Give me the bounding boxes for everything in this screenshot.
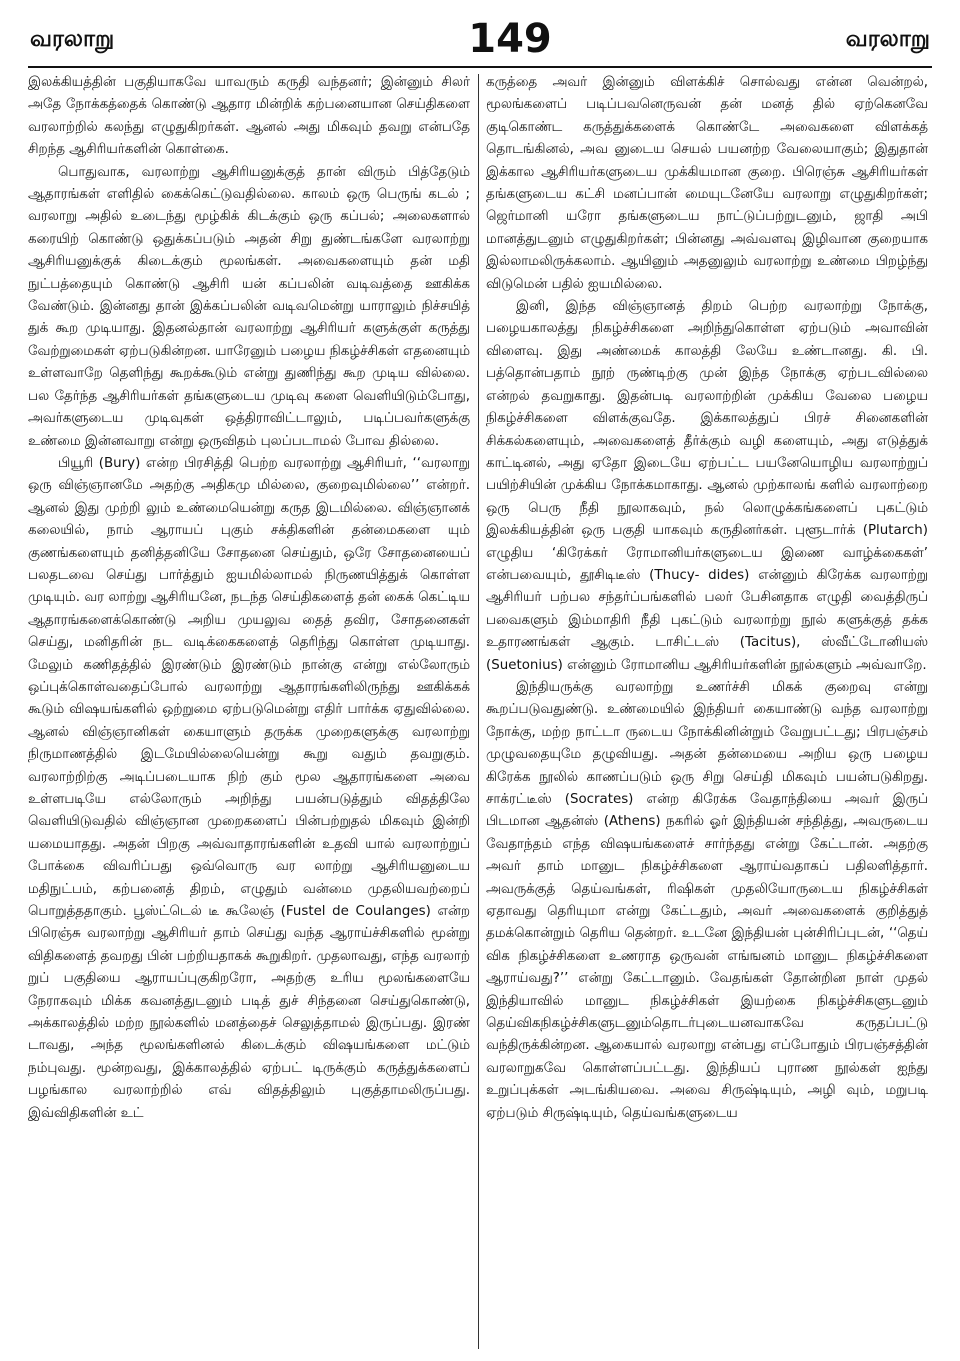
column-divider [478, 74, 479, 1349]
paragraph: பியூரி (Bury) என்ற பிரசித்தி பெற்ற வரலாற்று ஆசிரியர், ‘‘வரலாறு ஒரு விஞ்ஞானமே அதற்கு அதிகமு மில்லை, குறைவுமில்லை’’ என்றர். ஆனல் இது முற்றி லும் உண்மையென்று கருத இடமில்லை. விஞ்ஞானக் கலையில், நாம் ஆராயப் புகும் சக்திகளின் தன்மைகளை யும் குணங்களையும் தனித்தனியே சோதனை செய்தும், ஒரே சோதனையைப் பலதடவை செய்து பார்த்தும் ஐயமில்லாமல் நிருணயித்துக் கொள்ள முடியும். வர லாற்று ஆசிரியனே, நடந்த செய்திகளைத் தன் கைக் கெட்டிய ஆதாரங்களைக்கொண்டு அறிய முயலுவ தைத் தவிர, சோதனைகள் செய்து, மனிதரின் நட வடிக்கைகளைத் தெரிந்து கொள்ள முடியாது. மேலும் கணிதத்தில் இரண்டும் இரண்டும் நான்கு என்று எல்லோரும் ஒப்புக்கொள்வதைப்போல் வரலாற்று ஆதாரங்களிலிருந்து ஊகிக்கக் கூடும் விஷயங்களில் ஒற்றுமை ஏற்படுமென்று எதிர் பார்க்க ஏதுவில்லை. ஆனல் விஞ்ஞானிகள் கையாளும் தருக்க முறைகளுக்கு வரலாற்று நிருமாணத்தில் இடமேயில்லையென்று கூறு வதும் தவறுகும். வரலாற்றிற்கு அடிப்படையாக நிற் கும் மூல ஆதாரங்களை அவை உள்ளபடியே எல்லோரும் அறிந்து பயன்படுத்தும் விதத்திலே வெளியிடுவதில் விஞ்ஞான முறைகளைப் பின்பற்றுதல் மிகவும் இன்றி யமையாதது. அதன் பிறகு அவ்வாதாரங்களின் உதவி யால் வரலாற்றுப் போக்கை விவரிப்பது ஒவ்வொரு வர லாற்று ஆசிரியனுடைய மதிநுட்பம், கற்பனைத் திறம், எழுதும் வன்மை முதலியவற்றைப் பொறுத்ததாகும். பூஸ்ட்டெல் டீ கூலேஞ் (Fustel de Coulanges) என்ற பிரெஞ்சு வரலாற்று ஆசிரியர் தாம் செய்து வந்த ஆராய்ச்சிகளில் மூன்று விதிகளைத் தவறது பின் பற்றியதாகக் கூறுகிறர். முதலாவது, எந்த வரலாற் றுப் பகுதியை ஆராயப்புகுகிறரோ, அதற்கு உரிய மூலங்களையே நேராகவும் மிக்க கவனத்துடனும் படித் துச் சிந்தனை செய்துகொண்டு, அக்காலத்தில் மற்ற நூல்களில் மனத்தைச் செலுத்தாமல் இருப்பது. இரண் டாவது, அந்த மூலங்களினல் கிடைக்கும் விஷயங்களை மட்டும் நம்புவது. மூன்றவது, இக்காலத்தில் ஏற்பட் டிருக்கும் கருத்துக்களைப் பழங்கால வரலாற்றில் எவ் விதத்திலும் புகுத்தாமலிருப்பது. இவ்விதிகளின் உட் [28, 455, 470, 1121]
running-head-left: வரலாறு [30, 26, 115, 52]
paragraph: இலக்கியத்தின் பகுதியாகவே யாவரும் கருதி வந்தனர்; இன்னும் சிலர் அதே நோக்கத்தைக் கொண்டு ஆதார மின்றிக் கற்பனையான செய்திகளை வரலாற்றில் கலந்து எழுதுகிறர்கள். ஆனல் அது மிகவும் தவறு என்பதே சிறந்த ஆசிரியர்களின் கொள்கை. [28, 75, 470, 158]
paragraph: கருத்தை அவர் இன்னும் விளக்கிச் சொல்வது என்ன வென்றல், மூலங்களைப் படிப்பவனெருவன் தன் மனத் தில் ஏற்கெனவே குடிகொண்ட கருத்துக்களைக் கொண்டே அவைகளை விளக்கத் தொடங்கினல், அவ னுடைய செயல் பயனற்ற வேலையாகும்; இதுதான் இக்கால ஆசிரியர்களுடைய முக்கியமான குறை. பிரெஞ்சு ஆசிரியர்கள் தங்களுடைய கட்சி மனப்பான் மையுடனேயே வரலாறு எழுதுகிறர்கள்; ஜெர்மானி யரோ தங்களுடைய நாட்டுப்பற்றுடனும், ஜாதி அபி மானத்துடனும் எழுதுகிறர்கள்; பின்னது அவ்வளவு இழிவான குறையாக இல்லாமலிருக்கலாம். ஆயினும் அதனுலும் வரலாற்று உண்மை பிறழ்ந்து விடுமென் பதில் ஐயமில்லை. [486, 75, 928, 292]
page-header [30, 14, 930, 66]
page-number: 149 [468, 16, 552, 62]
paragraph: இனி, இந்த விஞ்ஞானத் திறம் பெற்ற வரலாற்று நோக்கு, பழையகாலத்து நிகழ்ச்சிகளை அறிந்துகொள்ள ஏற்படும் அவாவின் விளைவு. இது அண்மைக் காலத்தி லேயே உண்டானது. கி. பி. பத்தொன்பதாம் நூற் ருண்டிற்கு முன் இந்த நோக்கு ஏற்படவில்லை என்றல் தவறுகாது. இதன்படி வரலாற்றின் முக்கிய வேலை பழைய நிகழ்ச்சிகளை விளக்குவதே. இக்காலத்துப் பிரச் சினைகளின் சிக்கல்களையும், அவைகளைத் தீர்க்கும் வழி களையும், அது எடுத்துக் காட்டினல், அது ஏதோ இடையே ஏற்பட்ட பயனேயொழிய வரலாற்றுப் பயிற்சியின் முக்கிய நோக்கமாகாது. ஆனல் முற்காலங் களில் வரலாற்றை ஒரு பெரு நீதி நூலாகவும், நல் லொழுக்கங்களைப் புகட்டும் இலக்கியத்தின் ஒரு பகுதி யாகவும் கருதினர்கள். புளூடார்க் (Plutarch) எழுதிய ‘கிரேக்கர் ரோமானியர்களுடைய இணை வாழ்க்கைகள்’ என்பவையும், தூசிடிடீஸ் (Thucy- dides) என்னும் கிரேக்க வரலாற்று ஆசிரியர் பற்பல சந்தர்ப்பங்களில் பலர் பேசினதாக எழுதி வைத்திருப் பவைகளும் இம்மாதிரி நீதி புகட்டும் வரலாற்று நூல் களுக்குத் தக்க உதாரணங்கள் ஆகும். டாசிட்டஸ் (Tacitus), ஸ்வீட்டோனியஸ் (Suetonius) என்னும் ரோமானிய ஆசிரியர்களின் நூல்களும் அவ்வாறே. [486, 299, 928, 673]
left-column [28, 72, 470, 1355]
running-head-right: வரலாறு [845, 26, 930, 52]
header-rule [28, 66, 932, 68]
text-columns [28, 72, 932, 1355]
paragraph: பொதுவாக, வரலாற்று ஆசிரியனுக்குத் தான் விரும் பித்தேடும் ஆதாரங்கள் எளிதில் கைக்கெட்டுவதில்லை. காலம் ஒரு பெருங் கடல் ; வரலாறு அதில் உடைந்து மூழ்கிக் கிடக்கும் ஒரு கப்பல்; அலைகளால் கரையிற் கொண்டு ஒதுக்கப்படும் அதன் சிறு துண்டங்களே வரலாற்று ஆசிரியனுக்குக் கிடைக்கும் மூலங்கள். அவைகளையும் தன் மதி நுட்பத்தையும் கொண்டு ஆசிரி யன் கப்பலின் வடிவத்தை ஊகிக்க வேண்டும். இன்னது தான் இக்கப்பலின் வடிவமென்று யாராலும் நிச்சயித் துக் கூற முடியாது. இதனல்தான் வரலாற்று ஆசிரியர் களுக்குள் கருத்து வேற்றுமைகள் ஏற்படுகின்றன. யாரேனும் பழைய நிகழ்ச்சிகள் எதனையும் உள்ளவாறே தெளிந்து கூறக்கூடும் என்று துணிந்து கூற முடிய வில்லை. பல தேர்ந்த ஆசிரியர்கள் தங்களுடைய முடிவு களை வெளியிடும்போது, அவர்களுடைய முடிவுகள் ஒத்திராவிட்டாலும், படிப்பவர்களுக்கு உண்மை இன்னவாறு என்று ஒருவிதம் புலப்படாமல் போவ தில்லை. [28, 164, 470, 449]
right-column [486, 72, 928, 1355]
paragraph: இந்தியருக்கு வரலாற்று உணர்ச்சி மிகக் குறைவு என்று கூறப்படுவதுண்டு. உண்மையில் இந்தியர் கையாண்டு வந்த வரலாற்று நோக்கு, மற்ற நாட்டா ருடைய நோக்கினின்றும் வேறுபட்டது; பிரபஞ்சம் முழுவதையுமே தழுவியது. அதன் தன்மையை அறிய ஒரு பழைய கிரேக்க நூலில் காணப்படும் ஒரு சிறு செய்தி மிகவும் பயன்படுகிறது. சாக்ரட்டீஸ் (Socrates) என்ற கிரேக்க வேதாந்தியை அவர் இருப் பிடமான ஆதன்ஸ் (Athens) நகரில் ஓர் இந்தியன் சந்தித்து, அவருடைய வேதாந்தம் எந்த விஷயங்களைச் சார்ந்தது என்று கேட்டான். அதற்கு அவர் தாம் மானுட நிகழ்ச்சிகளை ஆராய்வதாகப் பதிலளித்தார். அவருக்குத் தெய்வங்கள், ரிஷிகள் முதலியோருடைய நிகழ்ச்சிகள் ஏதாவது தெரியுமா என்று கேட்டதும், அவர் அவைகளைக் குறித்துத் தமக்கொன்றும் தெரிய தென்றர். உடனே இந்தியன் புன்சிரிப்புடன், ‘‘தெய் விக நிகழ்ச்சிகளை உணராத ஒருவன் எங்ஙனம் மானுட நிகழ்ச்சிகளை ஆராய்வது?’’ என்று கேட்டானும். வேதங்கள் தோன்றின நாள் முதல் இந்தியாவில் மானுட நிகழ்ச்சிகள் இயற்கை நிகழ்ச்சிகளுடனும் தெய்விகநிகழ்ச்சிகளுடனும்தொடர்புடையனவாகவே கருதப்பட்டு வந்திருக்கின்றன. ஆகையால் வரலாறு என்பது எப்போதும் பிரபஞ்சத்தின் வரலாறுகவே கொள்ளப்பட்டது. இந்தியப் புராண நூல்கள் ஐந்து உறுப்புக்கள் அடங்கியவை. அவை சிருஷ்டியும், அழி வும், மறுபடி ஏற்படும் சிருஷ்டியும், தெய்வங்களுடைய [486, 679, 928, 1121]
